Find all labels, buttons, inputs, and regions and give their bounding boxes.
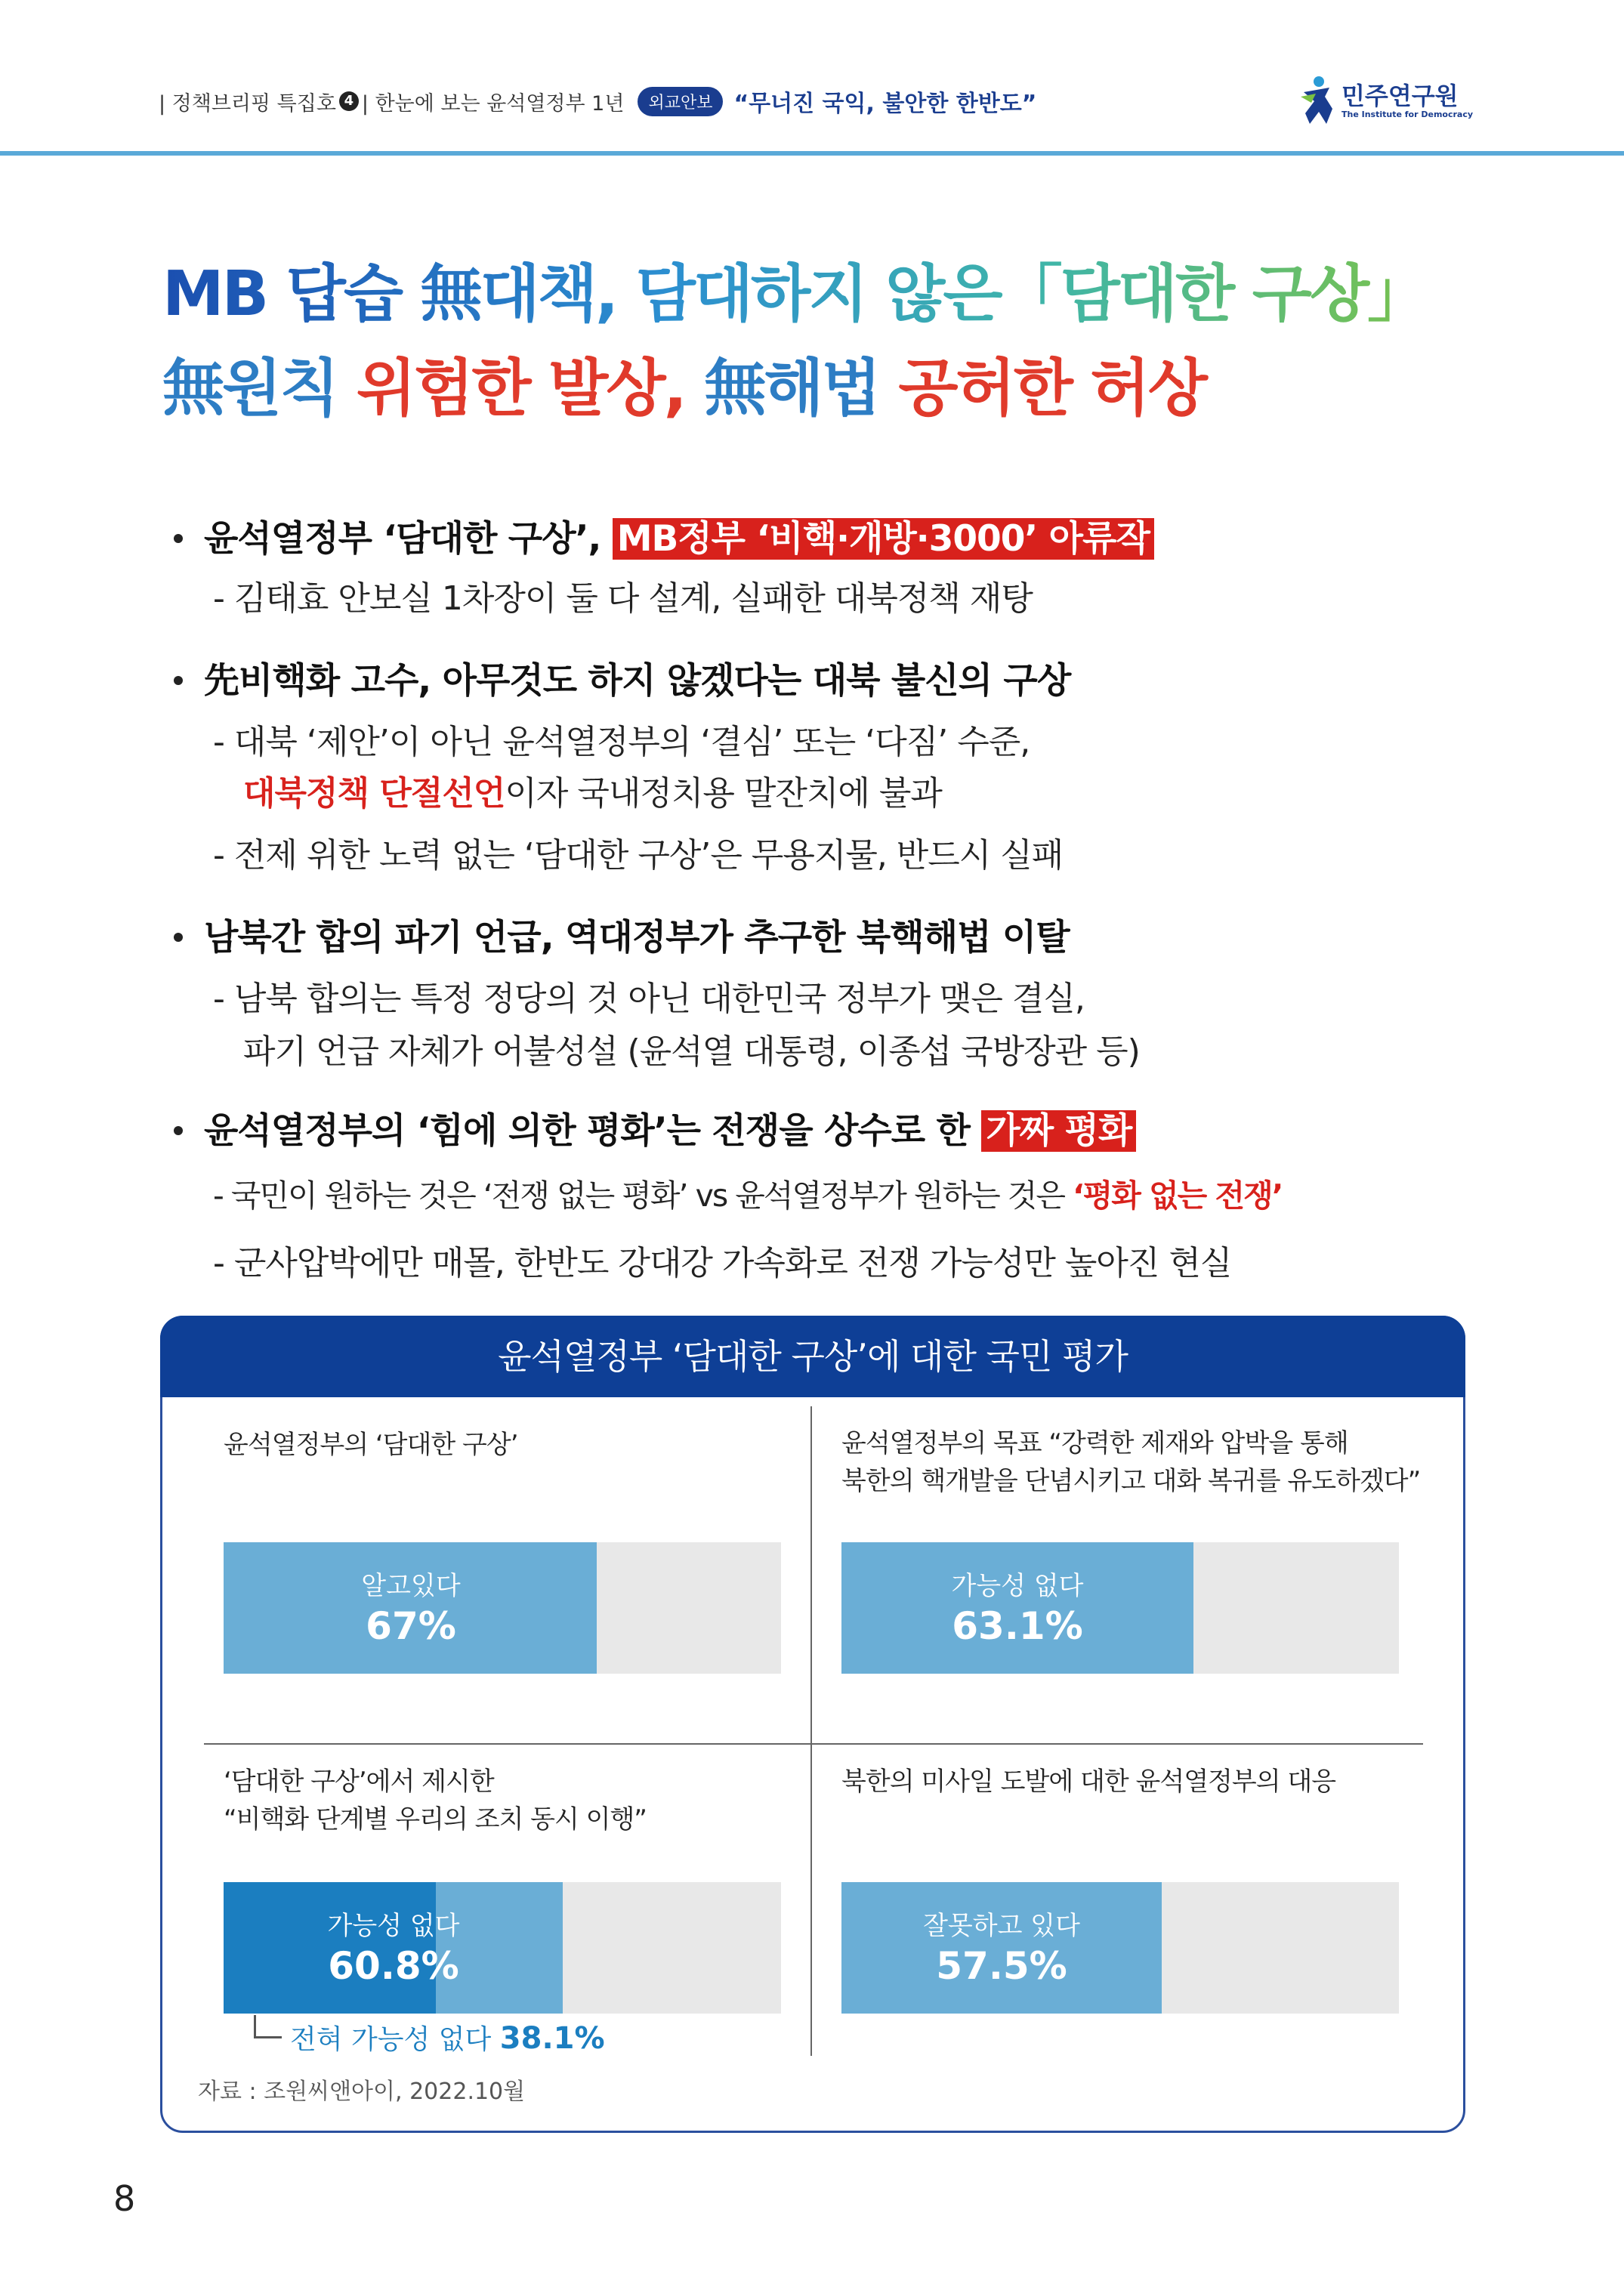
q2-bar-label: 가능성 없다 63.1% bbox=[951, 1571, 1084, 1648]
title-part-d: 공허한 허상 bbox=[898, 353, 1206, 424]
bullet-3: 남북간 합의 파기 언급, 역대정부가 추구한 북핵해법 이탈 bbox=[174, 909, 1070, 960]
title-part-c: 無해법 bbox=[704, 353, 879, 424]
logo-figure-icon bbox=[1296, 74, 1337, 127]
header-quote: “무너진 국익, 불안한 한반도” bbox=[733, 91, 1037, 117]
header-breadcrumb bbox=[159, 85, 1036, 118]
section-tag: 외교안보 bbox=[638, 87, 723, 116]
q3-bar-label: 가능성 없다 60.8% bbox=[327, 1911, 460, 1988]
bullet-3-sub-1: - 남북 합의는 특정 정당의 것 아닌 대한민국 정부가 맺은 결실, bbox=[213, 980, 1085, 1018]
header-rule bbox=[0, 151, 1624, 156]
q4-label: 북한의 미사일 도발에 대한 윤석열정부의 대응 bbox=[841, 1767, 1336, 1797]
vertical-divider bbox=[810, 1406, 812, 2056]
header-mid: | 한눈에 보는 윤석열정부 1년 bbox=[361, 91, 625, 116]
logo-korean: 민주연구원 bbox=[1341, 81, 1459, 110]
bullet-4: 윤석열정부의 ‘힘에 의한 평화’는 전쟁을 상수로 한 가짜 평화 bbox=[174, 1103, 1136, 1153]
page-number: 8 bbox=[113, 2178, 136, 2219]
q4-bar-label: 잘못하고 있다 57.5% bbox=[923, 1911, 1080, 1988]
bullet-dot bbox=[174, 534, 183, 543]
bullet-2: 先비핵화 고수, 아무것도 하지 않겠다는 대북 불신의 구상 bbox=[174, 653, 1070, 703]
horizontal-divider bbox=[204, 1743, 1423, 1745]
title-part-a: 無원칙 bbox=[162, 353, 338, 424]
q4-bar bbox=[841, 1882, 1399, 2014]
issue-number-badge: 4 bbox=[339, 91, 359, 111]
title-line-2 bbox=[162, 351, 1206, 427]
q1-bar-label: 알고있다 67% bbox=[361, 1571, 461, 1648]
bullet-4-sub-1: - 국민이 원하는 것은 ‘전쟁 없는 평화’ vs 윤석열정부가 원하는 것은 ‘평화 없는 전쟁’ bbox=[213, 1177, 1283, 1214]
title-line-1: MB 답습 無대책, 담대하지 않은「담대한 구상」 bbox=[162, 257, 1427, 332]
bullet-dot bbox=[174, 676, 183, 685]
q2-label: 윤석열정부의 목표 “강력한 제재와 압박을 통해 북한의 핵개발을 단념시키고 대화 복귀를 유도하겠다” bbox=[841, 1428, 1421, 1496]
bullet-2-sub-1: - 대북 ‘제안’이 아닌 윤석열정부의 ‘결심’ 또는 ‘다짐’ 수준, bbox=[213, 723, 1030, 761]
q3-label: ‘담대한 구상’에서 제시한 “비핵화 단계별 우리의 조치 동시 이행” bbox=[224, 1767, 647, 1835]
q3-sub-label: 전혀 가능성 없다 38.1% bbox=[290, 2021, 605, 2056]
bullet-2-sub-2: 대북정책 단절선언이자 국내정치용 말잔치에 불과 bbox=[243, 774, 942, 813]
bullet-1-sub-1: - 김태효 안보실 1차장이 둘 다 설계, 실패한 대북정책 재탕 bbox=[213, 579, 1033, 618]
source-note: 자료 : 조원씨앤아이, 2022.10월 bbox=[198, 2079, 526, 2105]
header-prefix: | 정책브리핑 특집호 bbox=[159, 91, 336, 116]
bullet-3-sub-2: 파기 언급 자체가 어불성설 (윤석열 대통령, 이종섭 국방장관 등) bbox=[243, 1032, 1140, 1071]
sub-bracket bbox=[254, 2015, 282, 2038]
survey-title: 윤석열정부 ‘담대한 구상’에 대한 국민 평가 bbox=[160, 1316, 1465, 1397]
bullet-dot bbox=[174, 1126, 183, 1135]
bullet-4-sub-2: - 군사압박에만 매몰, 한반도 강대강 가속화로 전쟁 가능성만 높아진 현실 bbox=[213, 1244, 1232, 1282]
q2-bar bbox=[841, 1542, 1399, 1674]
bullet-dot bbox=[174, 933, 183, 942]
q1-bar bbox=[224, 1542, 781, 1674]
q1-label: 윤석열정부의 ‘담대한 구상’ bbox=[224, 1430, 518, 1460]
logo bbox=[1296, 66, 1477, 134]
highlight: 가짜 평화 bbox=[981, 1110, 1136, 1152]
bullet-2-sub-3: - 전제 위한 노력 없는 ‘담대한 구상’은 무용지물, 반드시 실패 bbox=[213, 836, 1064, 875]
highlight: MB정부 ‘비핵·개방·3000’ 아류작 bbox=[613, 518, 1154, 560]
title-part-b: 위험한 발상, bbox=[357, 353, 685, 424]
bullet-1: 윤석열정부 ‘담대한 구상’, MB정부 ‘비핵·개방·3000’ 아류작 bbox=[174, 511, 1154, 561]
logo-english: The Institute for Democracy bbox=[1341, 109, 1474, 119]
q3-bar bbox=[224, 1882, 781, 2014]
